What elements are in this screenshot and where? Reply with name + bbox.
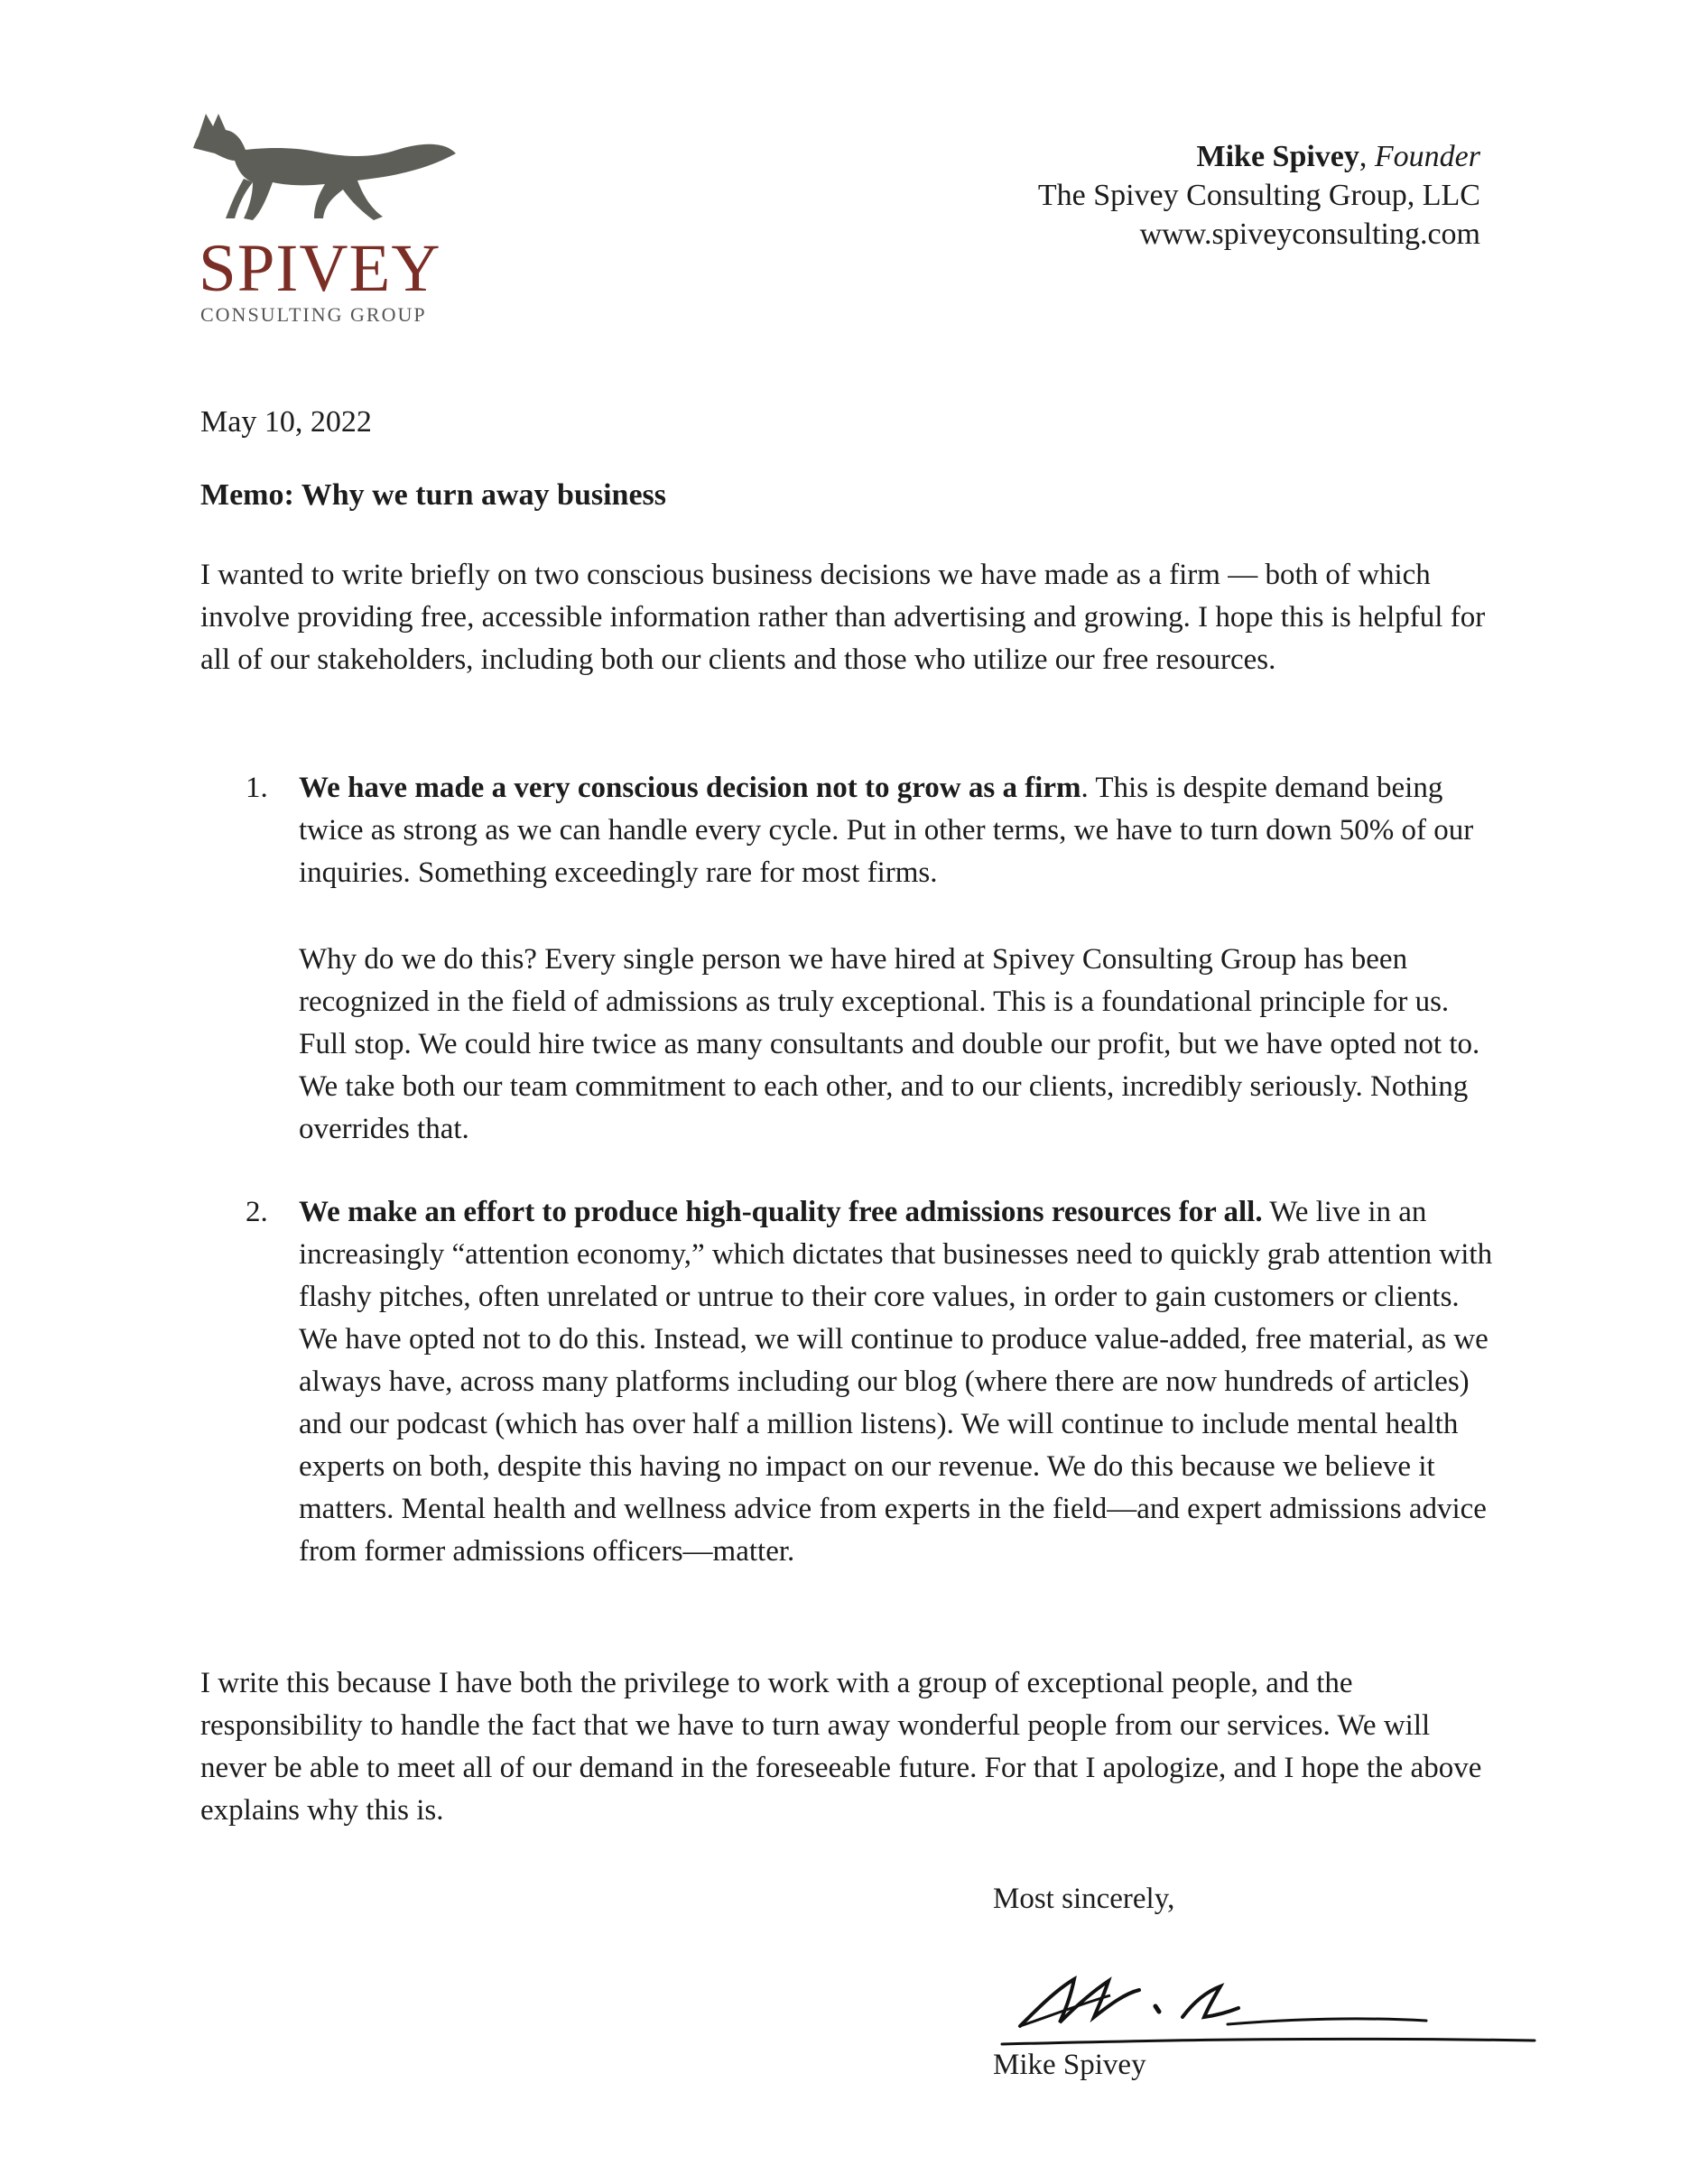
list-item-body: We live in an increasingly “attention economy,” which dictates that businesses need to quickly grab attention with flashy pitches, often unrelated or untrue to their core values, in order to gain customers or clients. We have opted not to do this. Instead, we will continue to produce value-added, free material, as we always have, across many platforms including our blog (where there are now hundreds of articles) and our podcast (which has over half a million listens). We will continue to include mental health experts on both, despite this having no impact on our revenue. We do this because we believe it matters. Mental health and wellness advice from experts in the field—and expert admissions advice from former admissions officers—matter. — [299, 1196, 1493, 1568]
list-item-text — [299, 767, 1499, 894]
founder-title: Founder — [1374, 140, 1480, 173]
signer-name: Mike Spivey — [993, 2049, 1146, 2081]
intro-paragraph: I wanted to write briefly on two conscious business decisions we have made as a firm — both of which involve providing free, accessible information rather than advertising and growing. I hope this is helpful for all of our stakeholders, including both our clients and those who utilize our free resources. — [200, 559, 1486, 676]
company-website: www.spiveyconsulting.com — [1139, 217, 1480, 251]
list-number: 2. — [246, 1196, 268, 1228]
list-item-text — [299, 1191, 1499, 1573]
letterhead-name-line — [849, 137, 1480, 176]
founder-name: Mike Spivey — [1196, 140, 1359, 173]
company-name: The Spivey Consulting Group, LLC — [1037, 179, 1480, 212]
memo-date: May 10, 2022 — [200, 405, 372, 439]
memo-title: Memo: Why we turn away business — [200, 478, 667, 512]
fox-icon — [190, 106, 460, 233]
list-number: 1. — [246, 772, 268, 804]
company-logo — [190, 106, 478, 332]
list-item-followup: Why do we do this? Every single person we have hired at Spivey Consulting Group has been recognized in the field of admissions as truly exceptional. This is a foundational principle for us. Full stop. We could hire twice as many consultants and double our profit, but we have opted not to. We take both our team commitment to each other, and to our clients, incredibly seriously. Nothing overrides that. — [299, 943, 1480, 1145]
closing-paragraph: I write this because I have both the privilege to work with a group of exceptional people, and the responsibility to handle the fact that we have to turn away wonderful people from our services. We will never be able to meet all of our demand in the foreseeable future. For that I apologize, and I hope the above explains why this is. — [200, 1667, 1482, 1827]
list-item-body: . This is despite demand being twice as strong as we can handle every cycle. Put in other terms, we have to turn down 50% of our inquiries. Something exceedingly rare for most firms. — [299, 772, 1474, 889]
logo-wordmark: SPIVEY — [199, 231, 441, 306]
list-item-heading: We make an effort to produce high-quality free admissions resources for all. — [299, 1196, 1263, 1228]
name-separator: , — [1359, 140, 1375, 173]
letterhead — [849, 137, 1480, 254]
logo-subtitle: CONSULTING GROUP — [200, 303, 427, 326]
signoff: Most sincerely, — [993, 1883, 1175, 1915]
list-item-heading: We have made a very conscious decision not to grow as a firm — [299, 772, 1081, 804]
